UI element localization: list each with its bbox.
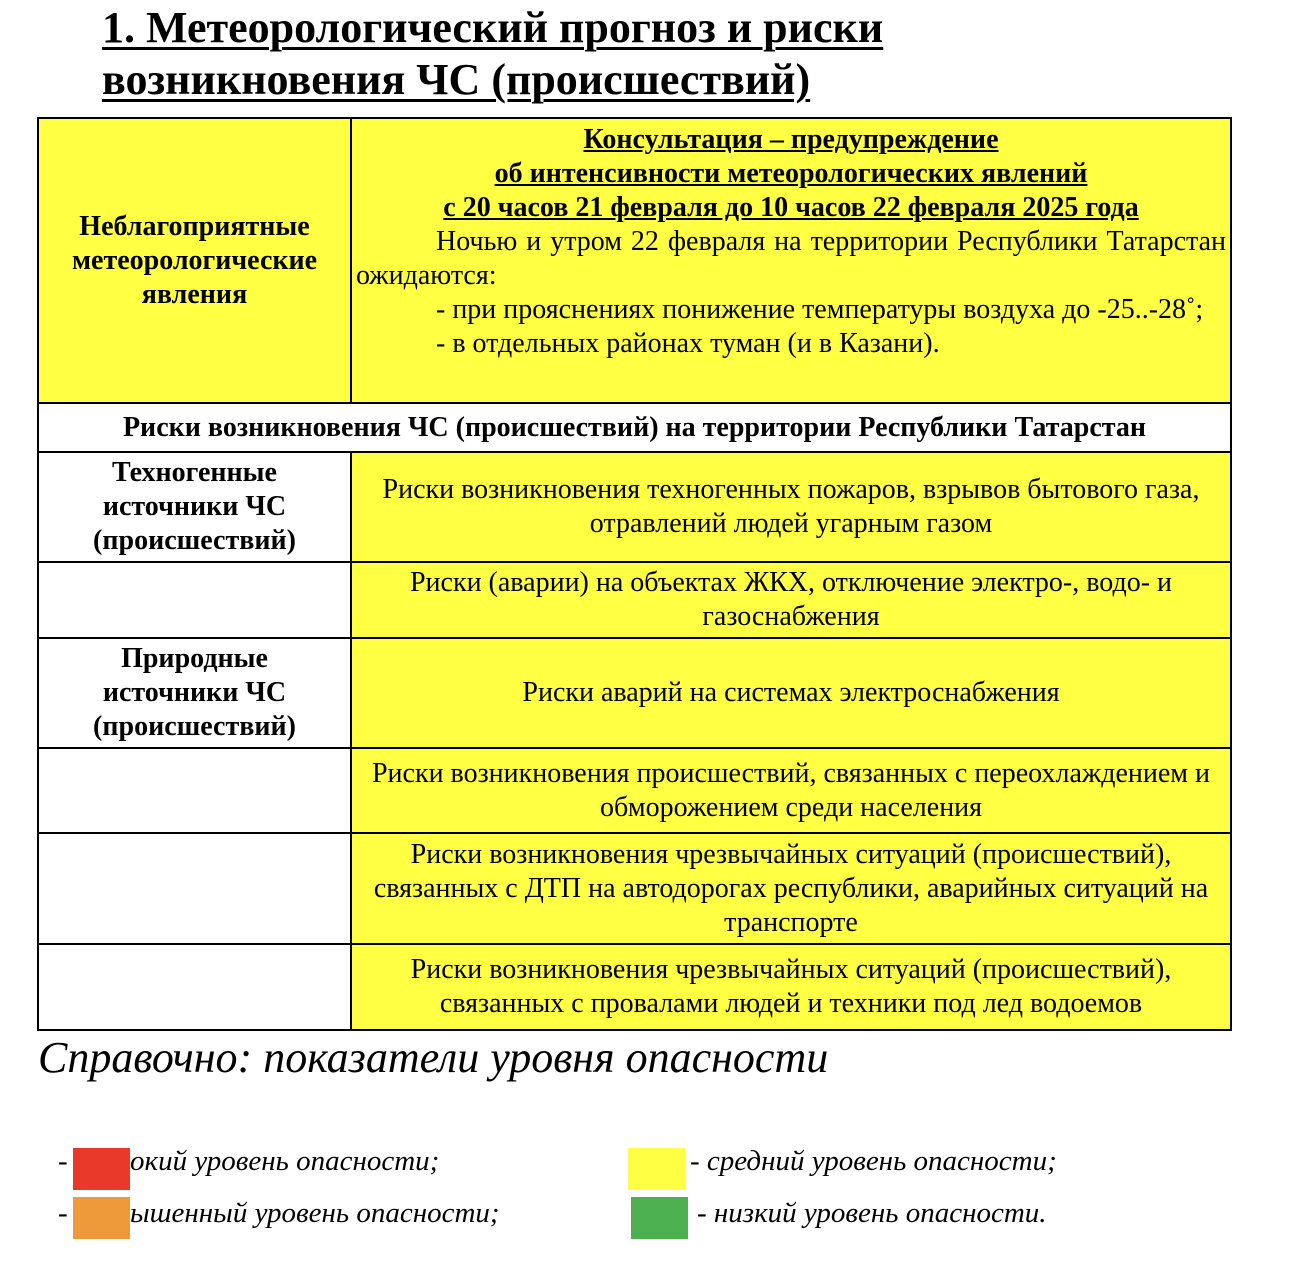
consultation-title-line-1: Консультация – предупреждение [583, 124, 999, 155]
page-title-line-2: возникновения ЧС (происшествий) [102, 55, 811, 104]
weather-label-line-1: Неблагоприятные [79, 210, 310, 242]
technogenic-risk-1: Риски возникновения техногенных пожаров, взрывов бытового газа, отравлений людей угарным газом [351, 452, 1231, 562]
legend-swatch-low [631, 1197, 688, 1239]
consultation-title-line-3: с 20 часов 21 февраля до 10 часов 22 февраля 2025 года [443, 192, 1139, 223]
technogenic-row-2 [38, 562, 1231, 638]
legend-swatch-medium [628, 1148, 685, 1190]
forecast-item-fog: - в отдельных районах туман (и в Казани). [436, 328, 940, 359]
natural-label-cell [38, 638, 351, 748]
natural-risk-3: Риски возникновения чрезвычайных ситуаций (происшествий), связанных с ДТП на автодорогах республики, аварийных ситуаций на транспорте [351, 833, 1231, 944]
weather-forecast-cell [351, 118, 1231, 403]
empty-label-cell [38, 944, 351, 1030]
weather-label-cell [38, 118, 351, 403]
technogenic-risk-2: Риски (аварии) на объектах ЖКХ, отключение электро-, водо- и газоснабжения [351, 562, 1231, 638]
natural-row-2 [38, 748, 1231, 833]
technogenic-label-line-1: Техногенные [112, 457, 277, 488]
weather-label-line-2: метеорологические [71, 244, 318, 276]
legend-label-elevated: ышенный уровень опасности; [130, 1197, 500, 1229]
legend-label-low: - низкий уровень опасности. [697, 1197, 1047, 1229]
natural-label-line-2: источники ЧС [102, 677, 287, 708]
page-title-line-1: 1. Метеорологический прогноз и риски [102, 3, 884, 52]
natural-risk-2: Риски возникновения происшествий, связанных с переохлаждением и обморожением среди населения [351, 748, 1231, 833]
natural-row-3 [38, 833, 1231, 944]
forecast-intro: Ночью и утром 22 февраля на территории Республики Татарстан ожидаются: [356, 226, 1226, 291]
legend-dash-high: - [58, 1145, 68, 1177]
forecast-item-temperature: - при прояснениях понижение температуры воздуха до -25..-28˚; [436, 294, 1204, 325]
forecast-table [37, 117, 1232, 1031]
empty-label-cell [38, 562, 351, 638]
natural-label-line-1: Природные [121, 643, 268, 674]
legend-dash-elevated: - [58, 1197, 68, 1229]
natural-label-line-3: (происшествий) [93, 711, 296, 742]
risks-header: Риски возникновения ЧС (происшествий) на территории Республики Татарстан [38, 403, 1231, 452]
legend-swatch-high [73, 1148, 130, 1190]
natural-row-1 [38, 638, 1231, 748]
consultation-title-line-2: об интенсивности метеорологических явлений [494, 158, 1088, 189]
natural-risk-4: Риски возникновения чрезвычайных ситуаций (происшествий), связанных с провалами людей и техники под лед водоемов [351, 944, 1231, 1030]
page-title [102, 2, 1202, 106]
natural-risk-1: Риски аварий на системах электроснабжения [351, 638, 1231, 748]
technogenic-label-line-2: источники ЧС [102, 491, 287, 522]
technogenic-label-line-3: (происшествий) [93, 525, 296, 556]
natural-row-4 [38, 944, 1231, 1030]
empty-label-cell [38, 833, 351, 944]
weather-label-line-3: явления [141, 278, 248, 310]
empty-label-cell [38, 748, 351, 833]
legend-label-high: окий уровень опасности; [130, 1145, 440, 1177]
weather-row [38, 118, 1231, 403]
technogenic-label-cell [38, 452, 351, 562]
risks-header-row [38, 403, 1231, 452]
legend-label-medium: - средний уровень опасности; [690, 1145, 1057, 1177]
legend-swatch-elevated [73, 1197, 130, 1239]
reference-title: Справочно: показатели уровня опасности [38, 1033, 829, 1082]
technogenic-row-1 [38, 452, 1231, 562]
